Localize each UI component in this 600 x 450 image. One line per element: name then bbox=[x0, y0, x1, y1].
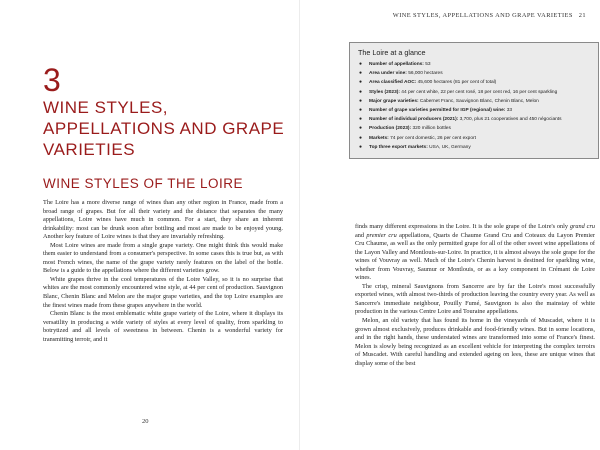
list-item: ● Top three export markets: USA, UK, Germany bbox=[359, 143, 471, 150]
list-item: ● Area classified AOC: 45,600 hectares (81 per cent of total) bbox=[359, 79, 497, 86]
running-head bbox=[393, 12, 586, 19]
bullet-icon: ● bbox=[359, 70, 363, 77]
bullet-icon: ● bbox=[359, 97, 363, 104]
bullet-icon: ● bbox=[359, 61, 363, 67]
paragraph: Most Loire wines are made from a single grape variety. One might think this would make them easier to understand from a consumer's perspective. In some cases this is true but, as with most French wines, the name of the grape variety rarely features on the label of the bottle. Below is a guide to the appellations where the different varieties grow. bbox=[43, 241, 283, 275]
list-item: ● Number of individual producers (2021): 3,700, plus 21 cooperatives and 450 négociants bbox=[359, 116, 562, 123]
list-item: ● Styles (2023): 44 per cent white, 22 per cent rosé, 18 per cent red, 16 per cent sparkling bbox=[359, 88, 558, 95]
chapter-number: 3 bbox=[43, 62, 62, 98]
bullet-icon: ● bbox=[359, 143, 363, 150]
bullet-icon: ● bbox=[359, 106, 363, 113]
page-number: 21 bbox=[578, 12, 586, 19]
right-body-text bbox=[355, 223, 595, 368]
list-item: ● Major grape varieties: Cabernet Franc, Sauvignon Blanc, Chenin Blanc, Melon bbox=[359, 97, 539, 104]
list-item: ● Area under vine: 56,000 hectares bbox=[359, 70, 443, 77]
chapter-title: WINE STYLES, APPELLATIONS AND GRAPE VARIETIES bbox=[43, 98, 285, 159]
paragraph: The Loire has a more diverse range of wines than any other region in France, made from a broad range of grapes. But for all their variety and the distance that separates the many appellations, Loire wines have much in common. For a start, they share an inherent drinkability: most can be drunk soon after bottling and most are made to be enjoyed young. Another key feature of Loire wines is that they are invariably refreshing. bbox=[43, 199, 283, 241]
paragraph: Melon, an old variety that has found its home in the vineyards of Muscadet, where it is grown almost exclusively, produces drinkable and food-friendly wines. But in some locations, and in the right hands, these understated wines are transformed into some of France's finest. Melon is slowly being recognized as an excellent vehicle for interpreting the complex terroirs of Muscadet. With careful handling and extended ageing on lees, these are unique wines that display some of the best bbox=[355, 317, 595, 367]
list-item: ● Production (2023): 320 million bottles bbox=[359, 125, 451, 132]
page-number: 20 bbox=[142, 418, 149, 425]
section-title: WINE STYLES OF THE LOIRE bbox=[43, 176, 244, 191]
list-item: ● Markets: 74 per cent domestic, 26 per cent export bbox=[359, 134, 476, 141]
running-head-title: WINE STYLES, APPELLATIONS AND GRAPE VARIETIES bbox=[392, 12, 573, 19]
bullet-icon: ● bbox=[359, 125, 363, 132]
bullet-icon: ● bbox=[359, 88, 363, 95]
facts-list bbox=[358, 61, 590, 151]
paragraph: Chenin Blanc is the most emblematic white grape variety of the Loire, where it displays its versatility in producing a wide variety of styles at every level of quality, from sparkling to botrytized and all levels of sweetness in between. Chenin is a wonderful variety for transmitting terroir, and it bbox=[43, 310, 283, 343]
list-item: ● Number of grape varieties permitted for IGP (regional) wine: 33 bbox=[359, 106, 513, 113]
paragraph: White grapes thrive in the cool temperatures of the Loire Valley, so it is no surprise that whites are the most commonly encountered wine style, at 44 per cent of production. Sauvignon Blanc, Chenin Blanc and Melon are the major grape varieties, and the top Loire examples are the finest wines made from these grapes anywhere in the world. bbox=[43, 275, 283, 309]
left-body-text bbox=[43, 199, 283, 344]
sidebar-title: The Loire at a glance bbox=[358, 48, 426, 57]
facts-sidebar bbox=[349, 42, 599, 159]
bullet-icon: ● bbox=[359, 116, 363, 123]
list-item: ● Number of appellations: 53 bbox=[359, 61, 431, 67]
right-page bbox=[300, 0, 600, 450]
paragraph: The crisp, mineral Sauvignons from Sancerre are by far the Loire's most successfully exported wines, with almost two-thirds of production leaving the country every year. As well as Sancerre's immediate neighbour, Pouilly Fumé, Sauvignon is also the mainstay of white production in the various Centre Loire and Touraine appellations. bbox=[355, 282, 595, 316]
bullet-icon: ● bbox=[359, 134, 363, 141]
bullet-icon: ● bbox=[359, 79, 363, 86]
paragraph: finds many different expressions in the Loire. It is the sole grape of the Loire's only grand cru and premier cru appellations, Quarts de Chaume Grand Cru and Coteaux du Layon Premier Cru Chaume, as well as the only permitted grape for all of the other sweet wine appellations of the Layon Valley and Montlouis-sur-Loire. In practice, it is almost always the sole grape for the wines of Vouvray as well. Much of the Loire's Chenin harvest is destined for sparkling wine, whether from Vouvray, Saumur or Montlouis, or as a key component in Crémant de Loire wines. bbox=[355, 223, 595, 282]
